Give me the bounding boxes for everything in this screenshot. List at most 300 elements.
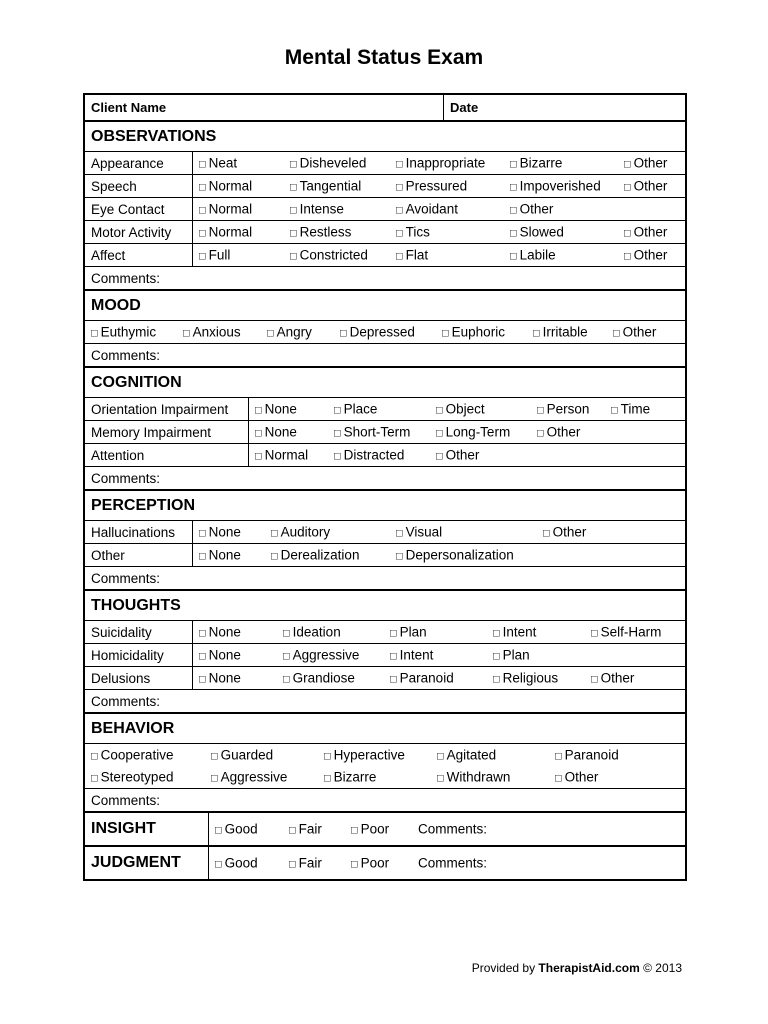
checkbox-option-time[interactable] xyxy=(611,402,650,417)
checkbox-option-short-term[interactable] xyxy=(334,425,410,440)
checkbox-icon[interactable]: □ xyxy=(283,650,290,663)
option-label: Normal xyxy=(208,178,253,194)
checkbox-icon[interactable]: □ xyxy=(199,550,206,563)
checkbox-option-slowed[interactable] xyxy=(510,225,564,240)
perception-comments[interactable] xyxy=(85,566,685,589)
checkbox-icon[interactable]: □ xyxy=(267,327,274,340)
checkbox-icon[interactable]: □ xyxy=(199,250,206,263)
option-label: Plan xyxy=(399,624,427,640)
checkbox-icon[interactable]: □ xyxy=(255,427,262,440)
row-options xyxy=(193,544,685,566)
checkbox-option-none[interactable] xyxy=(199,671,241,686)
option-label: Guarded xyxy=(220,747,274,763)
checkbox-option-fair[interactable] xyxy=(289,822,322,837)
option-label: Long-Term xyxy=(445,424,511,440)
option-label: None xyxy=(264,424,297,440)
option-label: Other xyxy=(633,155,668,171)
checkbox-option-inappropriate[interactable] xyxy=(396,156,485,171)
checkbox-icon[interactable]: □ xyxy=(396,550,403,563)
row-options xyxy=(193,221,685,243)
checkbox-option-object[interactable] xyxy=(436,402,485,417)
option-label: Other xyxy=(633,247,668,263)
comments-label: Comments: xyxy=(91,347,161,363)
checkbox-icon[interactable]: □ xyxy=(199,650,206,663)
option-label: None xyxy=(264,401,297,417)
option-label: Irritable xyxy=(542,324,588,340)
row-homicidality xyxy=(85,643,685,666)
checkbox-icon[interactable]: □ xyxy=(215,858,222,871)
option-label: Poor xyxy=(360,855,390,871)
insight-options xyxy=(209,813,685,845)
checkbox-icon[interactable]: □ xyxy=(289,858,296,871)
cognition-heading: COGNITION xyxy=(91,373,182,391)
option-label: Other xyxy=(622,324,657,340)
checkbox-icon[interactable]: □ xyxy=(396,181,403,194)
checkbox-icon[interactable]: □ xyxy=(436,427,443,440)
option-label: Euphoric xyxy=(451,324,505,340)
checkbox-option-full[interactable] xyxy=(199,248,230,263)
checkbox-icon[interactable]: □ xyxy=(283,627,290,640)
option-label: Anxious xyxy=(192,324,241,340)
row-label: Attention xyxy=(85,444,249,466)
page-title: Mental Status Exam xyxy=(284,46,484,69)
option-label: Constricted xyxy=(299,247,368,263)
cognition-comments[interactable] xyxy=(85,466,685,489)
checkbox-icon[interactable]: □ xyxy=(437,750,444,763)
checkbox-option-cooperative[interactable] xyxy=(91,748,173,763)
option-label: Plan xyxy=(502,647,530,663)
option-label: Tics xyxy=(405,224,430,240)
perception-header xyxy=(85,489,685,520)
option-label: None xyxy=(208,524,241,540)
option-label: Stereotyped xyxy=(100,769,174,785)
checkbox-option-paranoid[interactable] xyxy=(390,671,454,686)
checkbox-icon[interactable]: □ xyxy=(510,250,517,263)
row-options xyxy=(193,621,685,643)
checkbox-option-neat[interactable] xyxy=(199,156,237,171)
checkbox-icon[interactable]: □ xyxy=(436,404,443,417)
checkbox-option-grandiose[interactable] xyxy=(283,671,355,686)
option-label: Normal xyxy=(264,447,309,463)
checkbox-icon[interactable]: □ xyxy=(289,824,296,837)
checkbox-option-none[interactable] xyxy=(199,548,241,563)
checkbox-option-ideation[interactable] xyxy=(283,625,341,640)
checkbox-option-fair[interactable] xyxy=(289,856,322,871)
comments-label: Comments: xyxy=(91,792,161,808)
behavior-header xyxy=(85,712,685,743)
checkbox-option-other[interactable] xyxy=(624,225,667,240)
checkbox-option-place[interactable] xyxy=(334,402,377,417)
checkbox-option-none[interactable] xyxy=(199,625,241,640)
judgment-row xyxy=(85,845,685,879)
option-label: Visual xyxy=(405,524,443,540)
option-label: Aggressive xyxy=(292,647,360,663)
option-label: Restless xyxy=(299,224,352,240)
option-label: Religious xyxy=(502,670,559,686)
checkbox-option-intense[interactable] xyxy=(290,202,344,217)
checkbox-option-flat[interactable] xyxy=(396,248,428,263)
checkbox-option-normal[interactable] xyxy=(199,202,252,217)
observations-comments[interactable] xyxy=(85,266,685,289)
checkbox-icon[interactable]: □ xyxy=(199,158,206,171)
option-label: Paranoid xyxy=(564,747,619,763)
checkbox-icon[interactable]: □ xyxy=(510,181,517,194)
checkbox-option-guarded[interactable] xyxy=(211,748,273,763)
checkbox-option-poor[interactable] xyxy=(351,856,389,871)
observations-heading: OBSERVATIONS xyxy=(91,127,217,145)
client-name-field[interactable] xyxy=(85,95,444,120)
checkbox-icon[interactable]: □ xyxy=(199,627,206,640)
checkbox-icon[interactable]: □ xyxy=(199,181,206,194)
row-options xyxy=(193,667,685,689)
insight-row xyxy=(85,811,685,845)
exam-form xyxy=(83,93,687,881)
option-label: Intent xyxy=(502,624,537,640)
row-options xyxy=(193,244,685,266)
checkbox-icon[interactable]: □ xyxy=(290,204,297,217)
option-label: Impoverished xyxy=(519,178,601,194)
checkbox-option-aggressive[interactable] xyxy=(211,770,287,785)
checkbox-option-constricted[interactable] xyxy=(290,248,368,263)
checkbox-icon[interactable]: □ xyxy=(390,673,397,686)
option-label: Intense xyxy=(299,201,344,217)
checkbox-icon[interactable]: □ xyxy=(290,181,297,194)
option-label: Pressured xyxy=(405,178,468,194)
checkbox-option-good[interactable] xyxy=(215,856,258,871)
checkbox-icon[interactable]: □ xyxy=(255,450,262,463)
row-label: Orientation Impairment xyxy=(85,398,249,420)
checkbox-option-normal[interactable] xyxy=(199,225,252,240)
checkbox-icon[interactable]: □ xyxy=(510,204,517,217)
checkbox-option-bizarre[interactable] xyxy=(510,156,562,171)
checkbox-option-bizarre[interactable] xyxy=(324,770,376,785)
behavior-options-row-2 xyxy=(85,766,685,788)
option-label: Hyperactive xyxy=(333,747,405,763)
checkbox-icon[interactable]: □ xyxy=(290,158,297,171)
checkbox-icon[interactable]: □ xyxy=(390,627,397,640)
option-label: Poor xyxy=(360,821,390,837)
option-label: Intent xyxy=(399,647,434,663)
thoughts-heading: THOUGHTS xyxy=(91,596,181,614)
behavior-options-1 xyxy=(85,744,685,766)
comments-label: Comments: xyxy=(91,470,161,486)
checkbox-option-restless[interactable] xyxy=(290,225,351,240)
checkbox-option-visual[interactable] xyxy=(396,525,442,540)
row-options xyxy=(193,152,685,174)
checkbox-icon[interactable]: □ xyxy=(199,527,206,540)
client-name-label: Client Name xyxy=(91,100,167,115)
behavior-options-2 xyxy=(85,766,685,788)
checkbox-option-labile[interactable] xyxy=(510,248,556,263)
checkbox-icon[interactable]: □ xyxy=(290,227,297,240)
checkbox-option-none[interactable] xyxy=(255,402,297,417)
option-label: Self-Harm xyxy=(600,624,662,640)
behavior-heading: BEHAVIOR xyxy=(91,719,175,737)
checkbox-icon[interactable]: □ xyxy=(199,673,206,686)
checkbox-icon[interactable]: □ xyxy=(215,824,222,837)
option-label: Grandiose xyxy=(292,670,355,686)
checkbox-icon[interactable]: □ xyxy=(91,327,98,340)
judgment-options xyxy=(209,847,685,879)
checkbox-icon[interactable]: □ xyxy=(555,772,562,785)
footer-suffix: © 2013 xyxy=(639,961,682,975)
checkbox-option-disheveled[interactable] xyxy=(290,156,366,171)
checkbox-icon[interactable]: □ xyxy=(396,227,403,240)
option-label: Slowed xyxy=(519,224,564,240)
row-options xyxy=(249,444,685,466)
comments-label[interactable]: Comments: xyxy=(418,855,488,871)
footer-credit xyxy=(472,961,682,975)
checkbox-option-other[interactable] xyxy=(624,156,667,171)
checkbox-icon[interactable]: □ xyxy=(334,450,341,463)
checkbox-option-religious[interactable] xyxy=(493,671,558,686)
date-field[interactable] xyxy=(444,95,478,120)
row-label: Other xyxy=(85,544,193,566)
row-options xyxy=(193,198,685,220)
checkbox-icon[interactable]: □ xyxy=(340,327,347,340)
checkbox-icon[interactable]: □ xyxy=(396,250,403,263)
checkbox-option-normal[interactable] xyxy=(255,448,308,463)
option-label: Time xyxy=(620,401,651,417)
checkbox-icon[interactable]: □ xyxy=(510,158,517,171)
behavior-comments[interactable] xyxy=(85,788,685,811)
mood-comments[interactable] xyxy=(85,343,685,366)
row-options xyxy=(193,521,685,543)
option-label: Neat xyxy=(208,155,238,171)
comments-label[interactable]: Comments: xyxy=(418,821,488,837)
checkbox-option-withdrawn[interactable] xyxy=(437,770,510,785)
checkbox-icon[interactable]: □ xyxy=(183,327,190,340)
checkbox-option-person[interactable] xyxy=(537,402,589,417)
row-options xyxy=(193,175,685,197)
checkbox-option-euthymic[interactable] xyxy=(91,325,156,340)
option-label: Flat xyxy=(405,247,429,263)
checkbox-option-other[interactable] xyxy=(543,525,586,540)
footer-brand: TherapistAid.com xyxy=(538,961,640,975)
checkbox-icon[interactable]: □ xyxy=(396,527,403,540)
checkbox-option-distracted[interactable] xyxy=(334,448,404,463)
checkbox-icon[interactable]: □ xyxy=(324,750,331,763)
checkbox-option-long-term[interactable] xyxy=(436,425,510,440)
checkbox-icon[interactable]: □ xyxy=(533,327,540,340)
checkbox-option-intent[interactable] xyxy=(493,625,536,640)
checkbox-icon[interactable]: □ xyxy=(199,204,206,217)
option-label: Bizarre xyxy=(333,769,377,785)
checkbox-icon[interactable]: □ xyxy=(442,327,449,340)
checkbox-icon[interactable]: □ xyxy=(493,627,500,640)
checkbox-icon[interactable]: □ xyxy=(611,404,618,417)
observations-header xyxy=(85,120,685,151)
checkbox-icon[interactable]: □ xyxy=(555,750,562,763)
checkbox-icon[interactable]: □ xyxy=(255,404,262,417)
checkbox-option-other[interactable] xyxy=(624,248,667,263)
checkbox-option-none[interactable] xyxy=(199,525,241,540)
option-label: Avoidant xyxy=(405,201,458,217)
checkbox-option-pressured[interactable] xyxy=(396,179,467,194)
row-motor-activity xyxy=(85,220,685,243)
row-label: Affect xyxy=(85,244,193,266)
checkbox-icon[interactable]: □ xyxy=(211,750,218,763)
checkbox-icon[interactable]: □ xyxy=(537,427,544,440)
checkbox-icon[interactable]: □ xyxy=(91,772,98,785)
checkbox-option-tics[interactable] xyxy=(396,225,430,240)
checkbox-option-avoidant[interactable] xyxy=(396,202,458,217)
option-label: Auditory xyxy=(280,524,331,540)
checkbox-icon[interactable]: □ xyxy=(271,550,278,563)
option-label: Other xyxy=(445,447,480,463)
checkbox-option-normal[interactable] xyxy=(199,179,252,194)
row-options xyxy=(249,398,685,420)
checkbox-option-self-harm[interactable] xyxy=(591,625,661,640)
checkbox-icon[interactable]: □ xyxy=(211,772,218,785)
option-label: Angry xyxy=(276,324,312,340)
checkbox-option-other[interactable] xyxy=(613,325,656,340)
option-label: Derealization xyxy=(280,547,360,563)
checkbox-option-intent[interactable] xyxy=(390,648,433,663)
checkbox-icon[interactable]: □ xyxy=(591,673,598,686)
row-other xyxy=(85,543,685,566)
checkbox-option-other[interactable] xyxy=(537,425,580,440)
option-label: Full xyxy=(208,247,231,263)
behavior-options-row-1 xyxy=(85,743,685,766)
checkbox-option-stereotyped[interactable] xyxy=(91,770,173,785)
row-label: Appearance xyxy=(85,152,193,174)
row-label: Speech xyxy=(85,175,193,197)
checkbox-option-paranoid[interactable] xyxy=(555,748,619,763)
option-label: Other xyxy=(633,224,668,240)
option-label: Cooperative xyxy=(100,747,174,763)
comments-label: Comments: xyxy=(91,693,161,709)
row-affect xyxy=(85,243,685,266)
option-label: None xyxy=(208,624,241,640)
option-label: Other xyxy=(600,670,635,686)
checkbox-icon[interactable]: □ xyxy=(390,650,397,663)
checkbox-icon[interactable]: □ xyxy=(543,527,550,540)
checkbox-icon[interactable]: □ xyxy=(624,181,631,194)
cognition-header xyxy=(85,366,685,397)
footer-prefix: Provided by xyxy=(471,961,539,975)
checkbox-icon[interactable]: □ xyxy=(493,673,500,686)
checkbox-option-other[interactable] xyxy=(591,671,634,686)
row-delusions xyxy=(85,666,685,689)
checkbox-icon[interactable]: □ xyxy=(290,250,297,263)
row-label: Eye Contact xyxy=(85,198,193,220)
checkbox-option-agitated[interactable] xyxy=(437,748,496,763)
mood-heading: MOOD xyxy=(91,296,141,314)
checkbox-icon[interactable]: □ xyxy=(334,427,341,440)
checkbox-option-other[interactable] xyxy=(436,448,479,463)
row-orientation-impairment xyxy=(85,397,685,420)
checkbox-option-impoverished[interactable] xyxy=(510,179,601,194)
date-label: Date xyxy=(450,100,479,115)
checkbox-option-other[interactable] xyxy=(555,770,598,785)
checkbox-icon[interactable]: □ xyxy=(283,673,290,686)
checkbox-option-derealization[interactable] xyxy=(271,548,359,563)
option-label: Other xyxy=(564,769,599,785)
checkbox-icon[interactable]: □ xyxy=(537,404,544,417)
row-label: Suicidality xyxy=(85,621,193,643)
checkbox-option-depressed[interactable] xyxy=(340,325,415,340)
option-label: Fair xyxy=(298,821,322,837)
option-label: Other xyxy=(519,201,554,217)
checkbox-icon[interactable]: □ xyxy=(437,772,444,785)
checkbox-icon[interactable]: □ xyxy=(493,650,500,663)
option-label: None xyxy=(208,670,241,686)
option-label: Agitated xyxy=(446,747,497,763)
checkbox-option-good[interactable] xyxy=(215,822,258,837)
checkbox-option-irritable[interactable] xyxy=(533,325,588,340)
checkbox-icon[interactable]: □ xyxy=(91,750,98,763)
checkbox-icon[interactable]: □ xyxy=(624,227,631,240)
insight-label: INSIGHT xyxy=(85,813,209,845)
checkbox-icon[interactable]: □ xyxy=(510,227,517,240)
checkbox-icon[interactable]: □ xyxy=(334,404,341,417)
option-label: Place xyxy=(343,401,378,417)
option-label: Other xyxy=(552,524,587,540)
checkbox-option-plan[interactable] xyxy=(493,648,530,663)
checkbox-icon[interactable]: □ xyxy=(351,858,358,871)
checkbox-icon[interactable]: □ xyxy=(624,250,631,263)
option-label: Bizarre xyxy=(519,155,563,171)
option-label: Fair xyxy=(298,855,322,871)
option-label: Ideation xyxy=(292,624,341,640)
checkbox-option-tangential[interactable] xyxy=(290,179,361,194)
option-label: Person xyxy=(546,401,590,417)
checkbox-icon[interactable]: □ xyxy=(324,772,331,785)
option-label: Disheveled xyxy=(299,155,367,171)
option-label: Withdrawn xyxy=(446,769,511,785)
option-label: Normal xyxy=(208,224,253,240)
comments-label: Comments: xyxy=(91,270,161,286)
checkbox-option-hyperactive[interactable] xyxy=(324,748,405,763)
checkbox-option-none[interactable] xyxy=(199,648,241,663)
checkbox-option-aggressive[interactable] xyxy=(283,648,359,663)
mood-header xyxy=(85,289,685,320)
checkbox-option-plan[interactable] xyxy=(390,625,427,640)
option-label: Aggressive xyxy=(220,769,288,785)
checkbox-icon[interactable]: □ xyxy=(396,158,403,171)
option-label: Normal xyxy=(208,201,253,217)
checkbox-option-other[interactable] xyxy=(510,202,553,217)
mood-options-row xyxy=(85,320,685,343)
checkbox-option-angry[interactable] xyxy=(267,325,312,340)
row-speech xyxy=(85,174,685,197)
checkbox-option-auditory[interactable] xyxy=(271,525,330,540)
checkbox-icon[interactable]: □ xyxy=(613,327,620,340)
checkbox-icon[interactable]: □ xyxy=(271,527,278,540)
checkbox-option-poor[interactable] xyxy=(351,822,389,837)
row-options xyxy=(193,644,685,666)
row-attention xyxy=(85,443,685,466)
checkbox-option-other[interactable] xyxy=(624,179,667,194)
checkbox-icon[interactable]: □ xyxy=(436,450,443,463)
checkbox-option-euphoric[interactable] xyxy=(442,325,505,340)
checkbox-icon[interactable]: □ xyxy=(396,204,403,217)
thoughts-comments[interactable] xyxy=(85,689,685,712)
checkbox-option-none[interactable] xyxy=(255,425,297,440)
checkbox-option-depersonalization[interactable] xyxy=(396,548,514,563)
option-label: Other xyxy=(546,424,581,440)
checkbox-option-anxious[interactable] xyxy=(183,325,241,340)
row-label: Delusions xyxy=(85,667,193,689)
client-date-row xyxy=(85,95,685,120)
checkbox-icon[interactable]: □ xyxy=(199,227,206,240)
checkbox-icon[interactable]: □ xyxy=(624,158,631,171)
checkbox-icon[interactable]: □ xyxy=(591,627,598,640)
row-label: Homicidality xyxy=(85,644,193,666)
checkbox-icon[interactable]: □ xyxy=(351,824,358,837)
row-appearance xyxy=(85,151,685,174)
